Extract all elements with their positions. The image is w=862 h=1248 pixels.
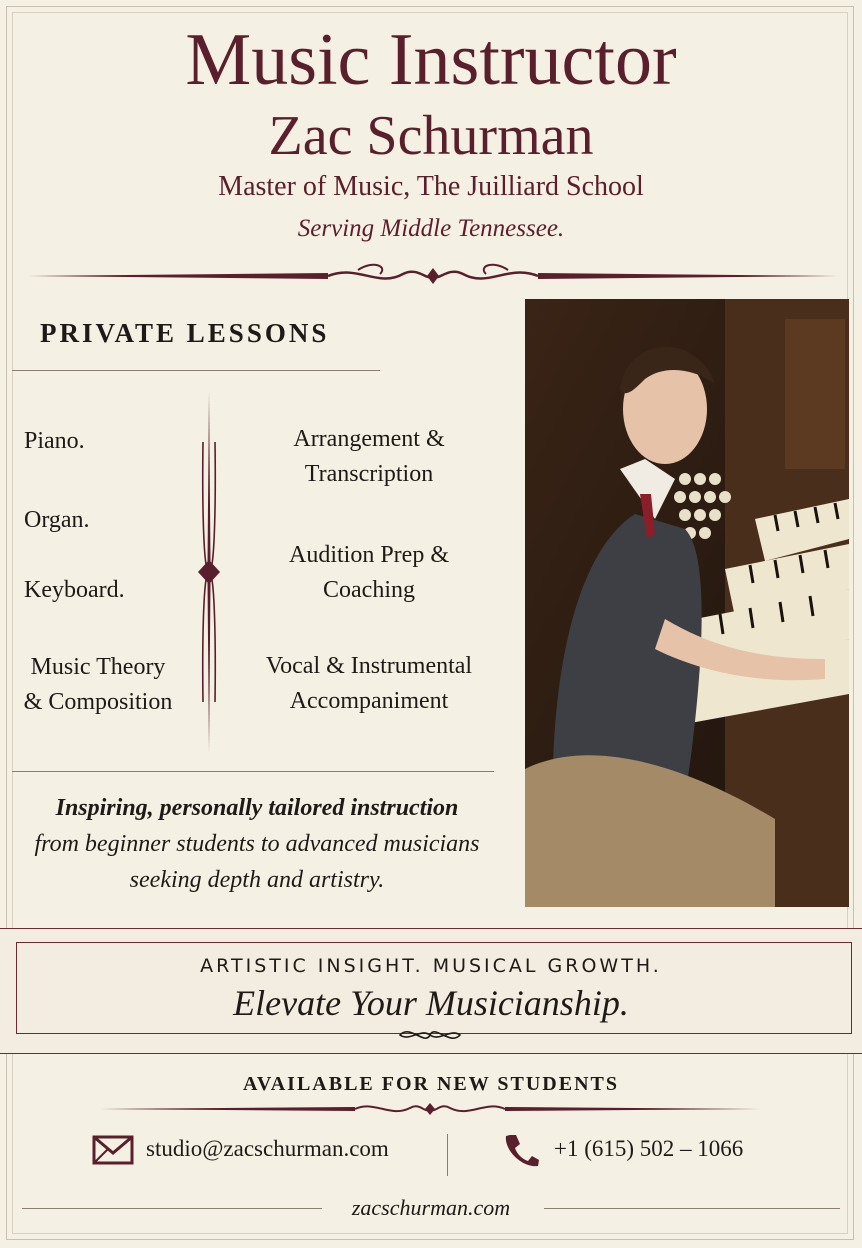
lesson-music-theory: [12, 650, 184, 720]
lesson-arrangement: [250, 422, 488, 492]
envelope-icon: [92, 1134, 134, 1166]
degree-line: Master of Music, The Juilliard School: [218, 171, 644, 202]
description-bold: Inspiring, personally tailored instruction: [55, 795, 459, 821]
contact-separator: [447, 1134, 448, 1176]
lessons-heading: PRIVATE LESSONS: [40, 318, 330, 348]
lesson-organ: Organ.: [24, 507, 90, 533]
email-address[interactable]: studio@zacschurman.com: [146, 1136, 389, 1161]
scroll-ornament-top: [28, 258, 838, 294]
lesson-accompaniment-line1: Vocal & Instrumental: [265, 653, 473, 679]
lessons-heading-rule: [12, 370, 380, 371]
instructor-photo: [525, 299, 849, 907]
description: [12, 790, 502, 898]
banner-flourish: [380, 1022, 480, 1048]
lesson-accompaniment: [250, 649, 488, 719]
vertical-diamond-divider: [194, 392, 224, 752]
phone-icon: [502, 1132, 540, 1170]
description-line2: from beginner students to advanced musicians: [34, 831, 480, 857]
description-line3: seeking depth and artistry.: [129, 867, 385, 893]
lesson-keyboard: Keyboard.: [24, 577, 125, 603]
lesson-music-theory-line2: & Composition: [23, 689, 173, 715]
lesson-audition-prep: [250, 538, 488, 608]
lesson-audition-prep-line2: Coaching: [323, 577, 415, 603]
lesson-accompaniment-line2: Accompaniment: [289, 688, 449, 714]
description-rule: [12, 771, 494, 772]
page-title: Music Instructor: [185, 19, 677, 101]
lesson-arrangement-line2: Transcription: [304, 461, 434, 487]
service-region: Serving Middle Tennessee.: [297, 215, 565, 242]
scroll-ornament-bottom: [100, 1096, 760, 1122]
website-link[interactable]: zacschurman.com: [351, 1195, 511, 1220]
instructor-name: Zac Schurman: [268, 105, 594, 167]
lesson-music-theory-line1: Music Theory: [30, 654, 166, 680]
lesson-audition-prep-line1: Audition Prep &: [289, 542, 449, 568]
banner-slogan: Elevate Your Musicianship.: [233, 983, 629, 1023]
phone-number[interactable]: +1 (615) 502 – 1066: [554, 1136, 744, 1161]
lesson-piano: Piano.: [24, 428, 85, 454]
availability-heading: AVAILABLE FOR NEW STUDENTS: [243, 1073, 619, 1095]
lesson-arrangement-line1: Arrangement &: [293, 426, 445, 452]
banner-tagline: ARTISTIC INSIGHT. MUSICAL GROWTH.: [200, 955, 662, 977]
